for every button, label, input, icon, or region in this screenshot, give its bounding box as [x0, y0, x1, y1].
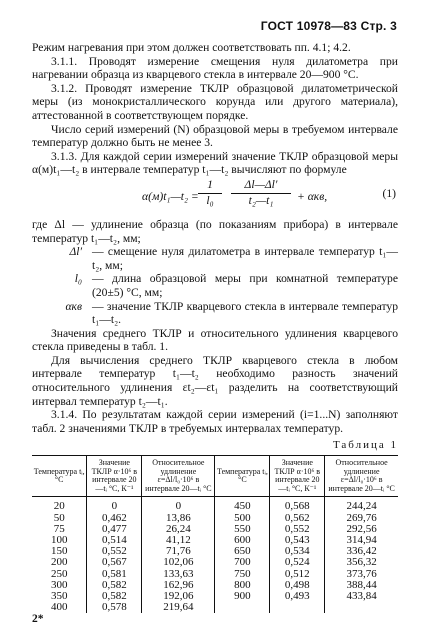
table-cell: 0 [142, 497, 215, 513]
table-cell: 314,94 [325, 535, 398, 546]
table-cell: 0,582 [87, 580, 142, 591]
formula-fraction-1-numerator: 1 [198, 178, 222, 194]
table-cell: 700 [215, 557, 270, 568]
definition-text: — значение ТКЛР кварцевого стекла в интервале температур t₁—t₂. [92, 299, 398, 327]
table-cell: 0,552 [270, 524, 325, 535]
table-cell: 356,32 [325, 557, 398, 568]
formula-fraction-1 [198, 178, 222, 207]
paragraph-3-1-3: 3.1.3. Для каждой серии измерений значение ТКЛР образцовой меры α(м)t₁—t₂ в интервале температур t₁—t₂ вычисляют по формуле [32, 149, 398, 177]
column-header: Значение ТКЛР α·10⁶ в интервале 20—tᵢ °С, К⁻¹ [270, 456, 325, 497]
table-cell: 550 [215, 524, 270, 535]
table-cell: 0,493 [270, 591, 325, 602]
table-cell: 20 [53, 500, 65, 513]
table-cell: 26,24 [142, 524, 215, 535]
table-cell: 269,76 [325, 513, 398, 524]
formula-fraction-2-numerator: Δl—Δl′ [231, 178, 291, 194]
definition-symbol: αкв [65, 299, 82, 313]
table-cell: 900 [215, 591, 270, 602]
column-header: Температура tᵢ, °С [215, 456, 270, 497]
table-cell: 0,568 [270, 497, 325, 513]
table-cell: 0,462 [87, 513, 142, 524]
paragraph-3-1-1: 3.1.1. Проводят измерение смещения нуля дилатометра при нагревании образца из кварцевого стекла в интервале 20—900 °С. [32, 54, 398, 82]
definition-text: — смещение нуля дилатометра в интервале температур t₁—t₂, мм; [92, 245, 398, 272]
table-cell: 0,582 [87, 591, 142, 602]
definition-item [32, 245, 398, 272]
table-cell: 0,578 [87, 602, 142, 613]
table-cell: 336,42 [325, 546, 398, 557]
definitions-list [32, 218, 398, 327]
table-cell: 0,552 [87, 546, 142, 557]
table-cell: 650 [215, 546, 270, 557]
formula-fraction-2 [231, 178, 291, 207]
table-cell: 750 [215, 569, 270, 580]
table-caption: Таблица 1 [332, 439, 398, 452]
table-cell: 100 [50, 534, 68, 547]
table-cell: 800 [215, 580, 270, 591]
formula-number: (1) [382, 186, 396, 200]
table-cell [325, 602, 398, 613]
table-header-row [32, 456, 398, 497]
table-cell: 200 [50, 556, 68, 569]
table-cell: 13,86 [142, 513, 215, 524]
table-cell: 0,498 [270, 580, 325, 591]
table-cell: 0,543 [270, 535, 325, 546]
paragraph-table-ref: Значения среднего ТКЛР и относительного удлинения кварцевого стекла приведены в табл. 1. [32, 326, 398, 354]
table-cell: 0,562 [270, 513, 325, 524]
table-row [32, 546, 398, 557]
table-cell: 433,84 [325, 591, 398, 602]
table-cell: 500 [215, 513, 270, 524]
table-cell: 150 [50, 545, 68, 558]
table-cell: 250 [50, 567, 68, 580]
table-row [32, 513, 398, 524]
column-header: Значение ТКЛР α·10⁶ в интервале 20—tᵢ °С, К⁻¹ [87, 456, 142, 497]
page-footer-mark: 2* [32, 613, 44, 625]
table-cell: 50 [53, 511, 65, 524]
definition-text: где Δl — удлинение образца (по показаниям прибора) в интервале температур t₁—t₂, мм; [32, 217, 398, 245]
table-cell: 162,96 [142, 580, 215, 591]
table-cell: 388,44 [325, 580, 398, 591]
table-cell: 71,76 [142, 546, 215, 557]
table-cell: 0,534 [270, 546, 325, 557]
table-cell: 192,06 [142, 591, 215, 602]
table-cell: 244,24 [325, 497, 398, 513]
paragraph-3-1-4: 3.1.4. По результатам каждой серии измерений (i=1...N) заполняют табл. 2 значениями ТКЛР в требуемых интервалах температур. [32, 408, 398, 435]
table-cell: 0,514 [87, 535, 142, 546]
column-header: Относительное удлинение ε=Δl/l₀·10⁶ в интервале 20—tᵢ °С [142, 456, 215, 497]
definition-text: — длина образцовой меры при комнатной температуре (20±5) °С, мм; [92, 272, 398, 299]
table-row [32, 524, 398, 535]
table-row [32, 535, 398, 546]
table-body [32, 497, 398, 614]
formula-lhs: α(м)t₁—t₂ = [142, 189, 199, 203]
table-cell: 450 [215, 497, 270, 513]
table-cell: 292,56 [325, 524, 398, 535]
table-cell: 0 [87, 497, 142, 513]
definition-item [32, 300, 398, 327]
paragraph-calculation: Для вычисления среднего ТКЛР кварцевого стекла в любом интервале температур t₁—t₂ необходимо разность значений относительного удлинения εt₂—εt₁ разделить на соответствующий интервал температур t₂—t₁. [32, 353, 398, 408]
table-row [32, 602, 398, 613]
table-cell: 0,477 [87, 524, 142, 535]
column-header: Относительное удлинение ε=Δl/l₀·10⁶ в интервале 20—tᵢ °С [325, 456, 398, 497]
table-cell: 0,567 [87, 557, 142, 568]
table-row [32, 557, 398, 568]
definition-symbol: Δl′ [69, 245, 82, 259]
table-cell: 0,524 [270, 557, 325, 568]
paragraph-series-count: Число серий измерений (N) образцовой меры в требуемом интервале температур должно быть не менее 3. [32, 122, 398, 150]
table-cell: 102,06 [142, 557, 215, 568]
paragraph-3-1-2: 3.1.2. Проводят измерение ТКЛР образцовой дилатометрической меры (из монокристаллического корунда или другого материала), аттестованной в соответствующем порядке. [32, 81, 398, 122]
table-cell: 41,12 [142, 535, 215, 546]
page-header: ГОСТ 10978—83 Стр. 3 [260, 19, 397, 33]
formula-1 [32, 178, 398, 216]
table-cell [215, 602, 270, 613]
table-cell: 373,76 [325, 569, 398, 580]
document-body [32, 41, 398, 613]
table-row [32, 591, 398, 602]
column-header: Температура tᵢ, °С [32, 456, 87, 497]
table-row [32, 497, 398, 513]
table-cell: 300 [50, 578, 68, 591]
table-cell: 133,63 [142, 569, 215, 580]
definition-item [32, 272, 398, 299]
table-cell [270, 602, 325, 613]
table-cell: 400 [50, 601, 68, 614]
table-1 [32, 455, 398, 613]
table-cell: 0,512 [270, 569, 325, 580]
definition-symbol: l₀ [74, 272, 82, 286]
table-cell: 0,581 [87, 569, 142, 580]
formula-fraction-1-denominator: l₀ [206, 193, 214, 207]
table-cell: 219,64 [142, 602, 215, 613]
paragraph-mode: Режим нагревания при этом должен соответствовать пп. 4.1; 4.2. [32, 41, 351, 54]
table-cell: 600 [215, 535, 270, 546]
table-cell: 350 [50, 590, 68, 603]
table-row [32, 580, 398, 591]
definition-item [32, 218, 398, 245]
formula-rhs: + αкв, [297, 189, 328, 203]
table-cell: 75 [53, 522, 65, 535]
table-row [32, 569, 398, 580]
formula-fraction-2-denominator: t₂—t₁ [248, 193, 274, 207]
